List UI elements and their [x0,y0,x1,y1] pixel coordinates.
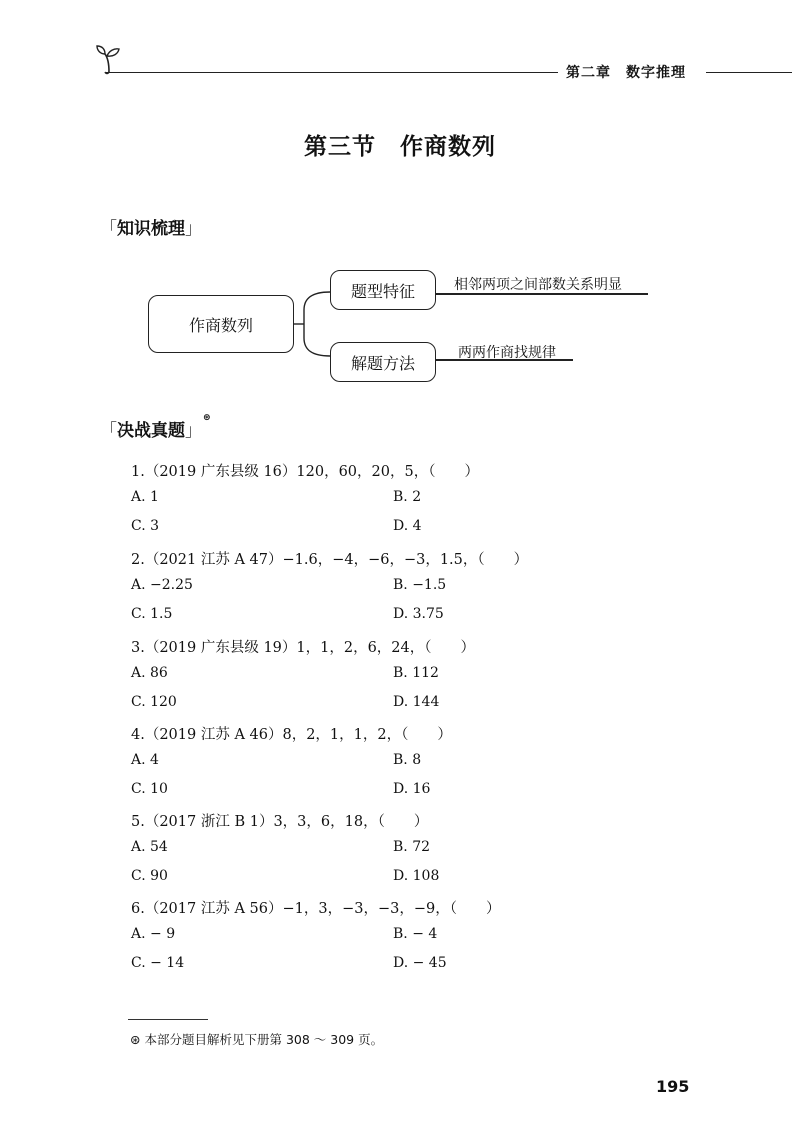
mindmap-root [148,295,294,353]
question-5-option-c: C. 90 [131,868,168,884]
question-3-option-b: B. 112 [393,665,439,681]
knowledge-section-header: 「 知识梳理 」 [100,214,202,239]
question-1-stem: 1.（2019 广东县级 16）120，60，20，5，（ ） [131,464,479,480]
sprout-icon [92,42,126,76]
mindmap-root-label: 作商数列 [188,315,253,335]
chapter-header: 第二章 数字推理 [566,65,686,81]
question-2-option-c: C. 1.5 [131,606,173,622]
page-number: 195 [656,1077,690,1096]
footnote-mark: ⊛ [130,1031,141,1047]
question-4-option-c: C. 10 [131,781,168,797]
question-5-option-d: D. 108 [393,868,440,884]
branch-method-label: 解题方法 [350,353,415,373]
branch-method-detail: 两两作商找规律 [458,345,556,361]
knowledge-section-label: 知识梳理 [117,219,185,239]
question-6-option-c: C. − 14 [131,955,185,971]
question-2-stem: 2.（2021 江苏 A 47）−1.6，−4，−6，−3，1.5，（ ） [131,552,529,568]
question-6-option-b: B. − 4 [393,926,438,942]
question-1-option-a: A. 1 [131,489,159,505]
question-3-stem: 3.（2019 广东县级 19）1，1，2，6，24，（ ） [131,640,476,656]
question-2-option-b: B. −1.5 [393,577,447,593]
question-1-option-b: B. 2 [393,489,422,505]
question-4-stem: 4.（2019 江苏 A 46）8，2，1，1，2，（ ） [131,727,452,743]
header-rule-right [706,72,792,73]
mindmap-branch-method [330,342,436,382]
question-3-option-d: D. 144 [393,694,440,710]
question-5-option-b: B. 72 [393,839,431,855]
branch-features-label: 题型特征 [350,281,415,301]
mindmap [140,262,660,392]
question-6-option-d: D. − 45 [393,955,447,971]
question-2-option-d: D. 3.75 [393,606,444,622]
footnote [130,1030,383,1048]
question-1-option-c: C. 3 [131,518,160,534]
question-2-option-a: A. −2.25 [131,577,193,593]
question-5-stem: 5.（2017 浙江 B 1）3，3，6，18，（ ） [131,814,429,830]
footnote-text: 本部分题目解析见下册第 308 ～ 309 页。 [144,1032,384,1047]
section-title: 第三节 作商数列 [304,134,496,160]
question-3-option-c: C. 120 [131,694,177,710]
question-4-option-b: B. 8 [393,752,422,768]
mindmap-branch-features [330,270,436,310]
question-6-option-a: A. − 9 [131,926,176,942]
exam-section-mark: ⊛ [203,413,211,423]
branch-features-detail: 相邻两项之间部数关系明显 [454,277,622,293]
question-4-option-a: A. 4 [131,752,159,768]
question-5-option-a: A. 54 [131,839,168,855]
footnote-rule [128,1019,208,1020]
question-1-option-d: D. 4 [393,518,422,534]
header-rule-left [106,72,558,73]
exam-section-label: 决战真题 [117,421,185,441]
question-4-option-d: D. 16 [393,781,431,797]
exam-section-header: 「 决战真题 」 ⊛ [100,413,211,441]
question-6-stem: 6.（2017 江苏 A 56）−1，3，−3，−3，−9，（ ） [131,901,501,917]
question-3-option-a: A. 86 [131,665,168,681]
